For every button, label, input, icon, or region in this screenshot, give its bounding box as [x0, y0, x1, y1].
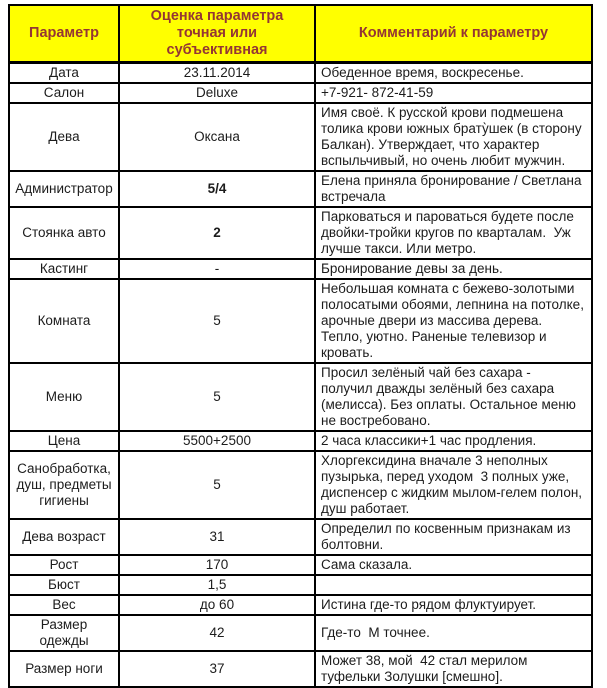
comment-cell: Имя своё. К русской крови подмешена толика крови южных брату̀шек (в сторону Балкан). Утверждает, что характер вспыльчивый, но очень любит мужчин.	[315, 103, 592, 171]
param-cell: Дева	[9, 103, 119, 171]
comment-cell: Парковаться и пароваться будете после двойки-тройки кругов по кварталам. Уж лучше такси. Или метро.	[315, 207, 592, 259]
comment-cell: Где-то М точнее.	[315, 615, 592, 651]
table-row	[9, 259, 592, 279]
table-row	[9, 63, 592, 84]
comment-cell: Определил по косвенным признакам из болтовни.	[315, 519, 592, 555]
value-cell: 170	[119, 555, 315, 575]
table-row	[9, 279, 592, 363]
value-cell: Оксана	[119, 103, 315, 171]
param-cell: Размер ноги	[9, 651, 119, 687]
comment-cell: 2 часа классики+1 час продления.	[315, 431, 592, 451]
comment-cell: Истина где-то рядом флуктуирует.	[315, 595, 592, 615]
comment-cell: Просил зелёный чай без сахара - получил дважды зелёный без сахара (мелисса). Без оплаты. Остальное меню не востребовано.	[315, 363, 592, 431]
header-comment: Комментарий к параметру	[315, 5, 592, 63]
param-cell: Цена	[9, 431, 119, 451]
param-cell: Размер одежды	[9, 615, 119, 651]
value-cell: 37	[119, 651, 315, 687]
parameters-table	[8, 4, 593, 688]
comment-cell: Елена приняла бронирование / Светлана встречала	[315, 171, 592, 207]
value-cell: 23.11.2014	[119, 63, 315, 84]
value-cell: 5500+2500	[119, 431, 315, 451]
table-row	[9, 651, 592, 687]
table-row	[9, 615, 592, 651]
comment-cell: Обеденное время, воскресенье.	[315, 63, 592, 84]
table-row	[9, 207, 592, 259]
comment-cell: Может 38, мой 42 стал мерилом туфельки Золушки [смешно].	[315, 651, 592, 687]
param-cell: Стоянка авто	[9, 207, 119, 259]
value-cell: 31	[119, 519, 315, 555]
param-cell: Вес	[9, 595, 119, 615]
table-row	[9, 363, 592, 431]
table-row	[9, 431, 592, 451]
table-header	[9, 5, 592, 63]
param-cell: Кастинг	[9, 259, 119, 279]
value-cell: 2	[119, 207, 315, 259]
param-cell: Администратор	[9, 171, 119, 207]
table-row	[9, 555, 592, 575]
value-cell: 5/4	[119, 171, 315, 207]
param-cell: Комната	[9, 279, 119, 363]
header-row	[9, 5, 592, 63]
comment-cell: Хлоргексидина вначале 3 неполных пузырька, перед уходом 3 полных уже, диспенсер с жидким мылом-гелем полон, душ работает.	[315, 451, 592, 519]
table-row	[9, 103, 592, 171]
param-cell: Дева возраст	[9, 519, 119, 555]
param-cell: Салон	[9, 83, 119, 103]
comment-cell: Сама сказала.	[315, 555, 592, 575]
table-row	[9, 575, 592, 595]
param-cell: Санобработка, душ, предметы гигиены	[9, 451, 119, 519]
value-cell: 1,5	[119, 575, 315, 595]
comment-cell	[315, 575, 592, 595]
table-row	[9, 595, 592, 615]
param-cell: Бюст	[9, 575, 119, 595]
value-cell: до 60	[119, 595, 315, 615]
comment-cell: +7-921- 872-41-59	[315, 83, 592, 103]
value-cell: 42	[119, 615, 315, 651]
table-body	[9, 63, 592, 688]
param-cell: Дата	[9, 63, 119, 84]
value-cell: -	[119, 259, 315, 279]
table-row	[9, 451, 592, 519]
value-cell: 5	[119, 451, 315, 519]
comment-cell: Бронирование девы за день.	[315, 259, 592, 279]
comment-cell: Небольшая комната с бежево-золотыми полосатыми обоями, лепнина на потолке, арочные двери из массива дерева. Тепло, уютно. Раненые телевизор и кровать.	[315, 279, 592, 363]
header-param: Параметр	[9, 5, 119, 63]
param-cell: Меню	[9, 363, 119, 431]
table-row	[9, 171, 592, 207]
value-cell: Deluxe	[119, 83, 315, 103]
header-value: Оценка параметра точная или субъективная	[119, 5, 315, 63]
value-cell: 5	[119, 363, 315, 431]
value-cell: 5	[119, 279, 315, 363]
table-row	[9, 519, 592, 555]
param-cell: Рост	[9, 555, 119, 575]
table-row	[9, 83, 592, 103]
